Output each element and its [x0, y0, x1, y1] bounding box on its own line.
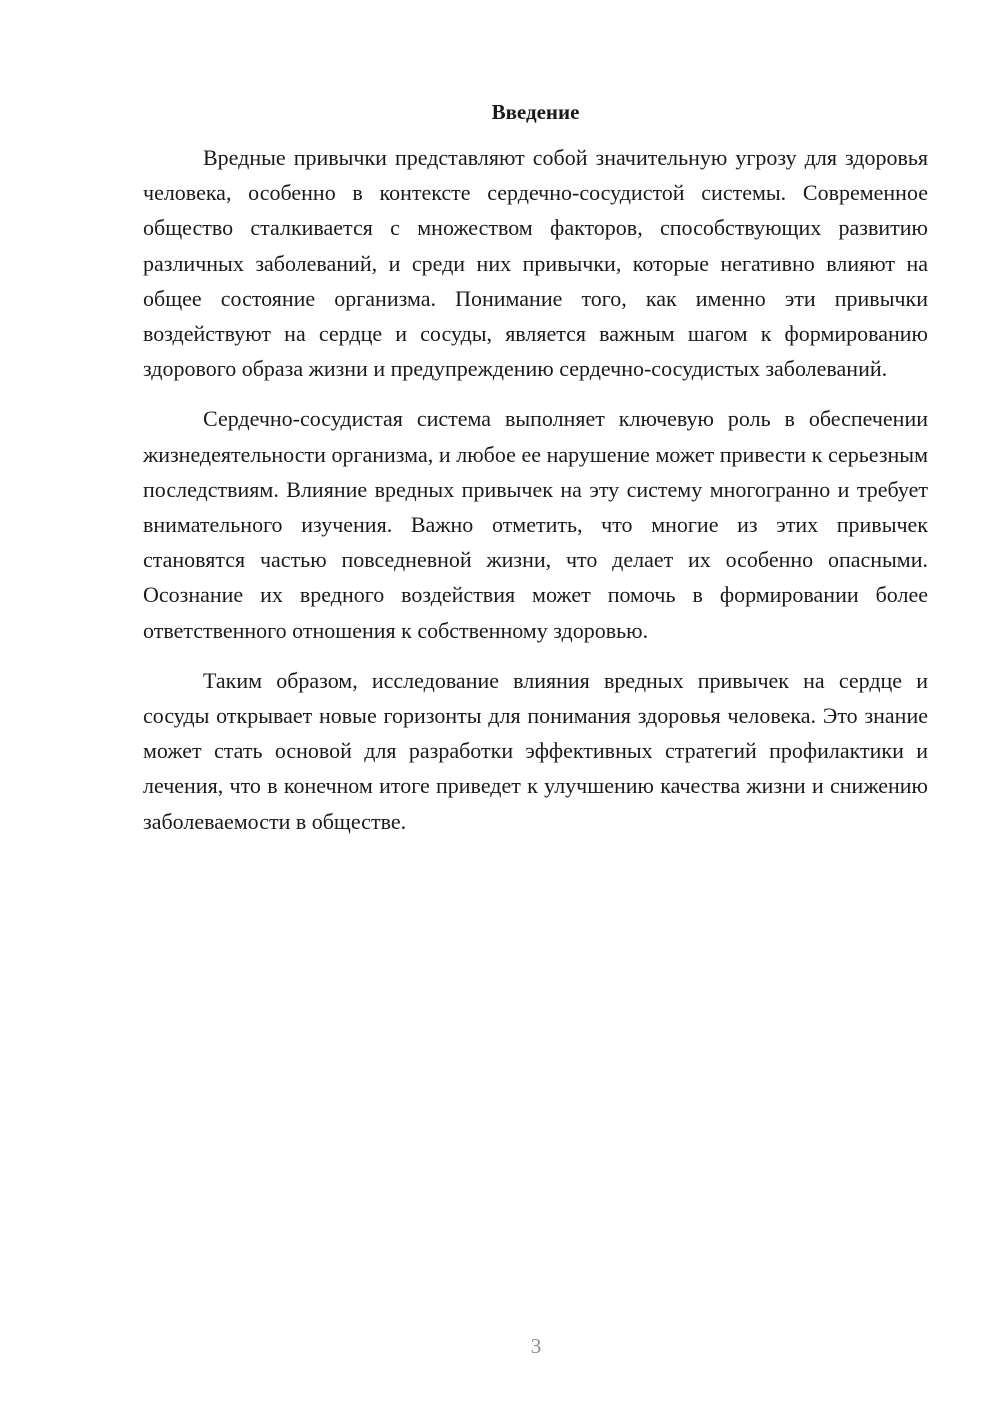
paragraph-1: Вредные привычки представляют собой значительную угрозу для здоровья человека, особенно в контексте сердечно-сосудистой системы. Современное общество сталкивается с множеством факторов, способствующих развитию различных заболеваний, и среди них привычки, которые негативно влияют на общее состояние организма. Понимание того, как именно эти привычки воздействуют на сердце и сосуды, является важным шагом к формированию здорового образа жизни и предупреждению сердечно-сосудистых заболеваний. — [143, 145, 928, 382]
paragraph-2: Сердечно-сосудистая система выполняет ключевую роль в обеспечении жизнедеятельности организма, и любое ее нарушение может привести к серьезным последствиям. Влияние вредных привычек на эту систему многогранно и требует внимательного изучения. Важно отметить, что многие из этих привычек становятся частью повседневной жизни, что делает их особенно опасными. Осознание их вредного воздействия может помочь в формировании более ответственного отношения к собственному здоровью. — [143, 406, 928, 643]
page-number: 3 — [530, 1334, 542, 1358]
paragraph-3: Таким образом, исследование влияния вредных привычек на сердце и сосуды открывает новые горизонты для понимания здоровья человека. Это знание может стать основой для разработки эффективных стратегий профилактики и лечения, что в конечном итоге приведет к улучшению качества жизни и снижению заболеваемости в обществе. — [143, 667, 928, 834]
section-heading: Введение — [491, 100, 580, 124]
body-text — [143, 140, 928, 854]
